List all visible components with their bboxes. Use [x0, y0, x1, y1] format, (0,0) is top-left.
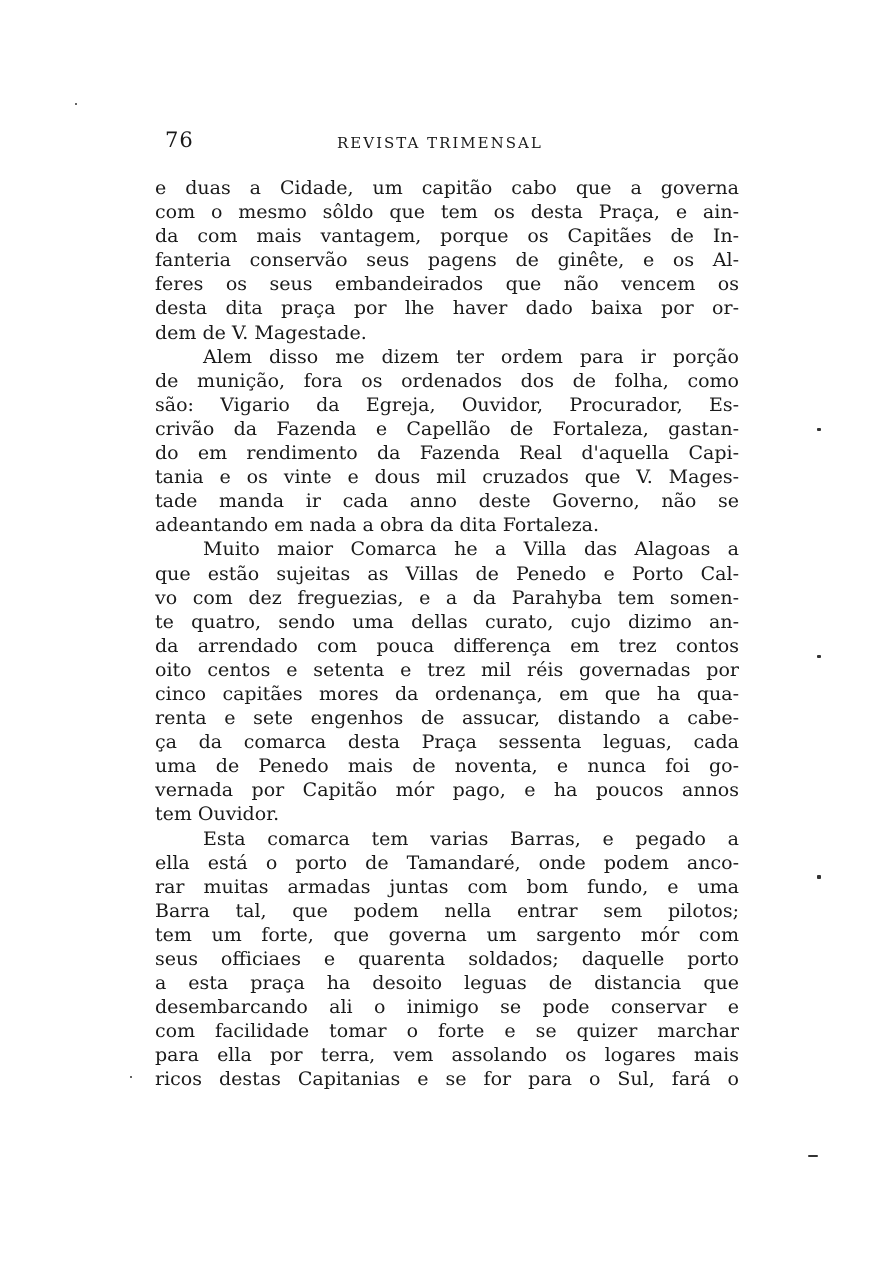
scan-speck: [817, 655, 821, 658]
text-line: seus officiaes e quarenta soldados; daquelle porto: [155, 948, 739, 970]
text-line: ça da comarca desta Praça sessenta leguas, cada: [155, 731, 739, 754]
text-line: Barra tal, que podem nella entrar sem pilotos;: [155, 899, 739, 922]
text-line: para ella por terra, vem assolando os logares mais: [155, 1044, 739, 1067]
scan-speck: [808, 1155, 818, 1157]
text-line: que estão sujeitas as Villas de Penedo e Porto Cal-: [155, 562, 739, 585]
body-text: [155, 176, 739, 1092]
text-line: de munição, fora os ordenados dos de folha, como: [155, 369, 739, 392]
scan-speck: [817, 875, 821, 879]
text-line: tem um forte, que governa um sargento mór com: [155, 923, 739, 946]
text-line: vernada por Capitão mór pago, e ha poucos annos: [155, 779, 739, 802]
text-line: feres os seus embandeirados que não vencem os: [155, 273, 739, 296]
text-line: te quatro, sendo uma dellas curato, cujo dizimo an-: [155, 610, 739, 633]
text-line: cinco capitães mores da ordenança, em que ha qua-: [155, 682, 739, 705]
text-line: Alem disso me dizem ter ordem para ir porção: [203, 345, 739, 368]
text-line: com o mesmo sôldo que tem os desta Praça, e ain-: [155, 201, 739, 224]
text-line: tade manda ir cada anno deste Governo, não se: [155, 490, 739, 513]
text-line: crivão da Fazenda e Capellão de Fortaleza, gastan-: [155, 417, 739, 440]
page-number: 76: [165, 128, 194, 152]
text-line: Muito maior Comarca he a Villa das Alagoas a: [203, 538, 739, 561]
text-line: oito centos e setenta e trez mil réis governadas por: [155, 658, 739, 681]
text-line: a esta praça ha desoito leguas de distancia que: [155, 972, 739, 995]
scan-speck: [130, 1076, 132, 1078]
text-line: fanteria conservão seus pagens de ginête, e os Al-: [155, 249, 739, 272]
text-line: ella está o porto de Tamandaré, onde podem anco-: [155, 851, 739, 874]
text-line: tem Ouvidor.: [155, 803, 280, 826]
text-line: renta e sete engenhos de assucar, distando a cabe-: [155, 707, 739, 730]
page-header: [165, 128, 740, 158]
text-line: da com mais vantagem, porque os Capitães de In-: [155, 225, 739, 248]
text-line: adeantando em nada a obra da dita Fortaleza.: [155, 514, 600, 537]
text-line: uma de Penedo mais de noventa, e nunca foi go-: [155, 755, 739, 778]
text-line: rar muitas armadas juntas com bom fundo, e uma: [155, 875, 739, 898]
text-line: dem de V. Magestade.: [155, 321, 367, 344]
running-title: REVISTA TRIMENSAL: [337, 134, 543, 152]
text-line: do em rendimento da Fazenda Real d'aquella Capi-: [155, 442, 739, 465]
scan-speck: [817, 428, 821, 431]
text-line: tania e os vinte e dous mil cruzados que V. Mages-: [155, 466, 739, 489]
text-line: com facilidade tomar o forte e se quizer marchar: [155, 1020, 739, 1043]
text-line: e duas a Cidade, um capitão cabo que a governa: [155, 177, 739, 199]
text-line: Esta comarca tem varias Barras, e pegado a: [203, 827, 739, 850]
text-line: vo com dez freguezias, e a da Parahyba tem somen-: [155, 586, 739, 609]
text-line: são: Vigario da Egreja, Ouvidor, Procurador, Es-: [155, 393, 739, 416]
text-line: desembarcando ali o inimigo se pode conservar e: [155, 996, 739, 1019]
scan-speck: [75, 103, 77, 105]
text-line: desta dita praça por lhe haver dado baixa por or-: [155, 297, 739, 320]
text-line: da arrendado com pouca differença em trez contos: [155, 634, 739, 657]
text-line: ricos destas Capitanias e se for para o Sul, fará o: [155, 1068, 739, 1091]
